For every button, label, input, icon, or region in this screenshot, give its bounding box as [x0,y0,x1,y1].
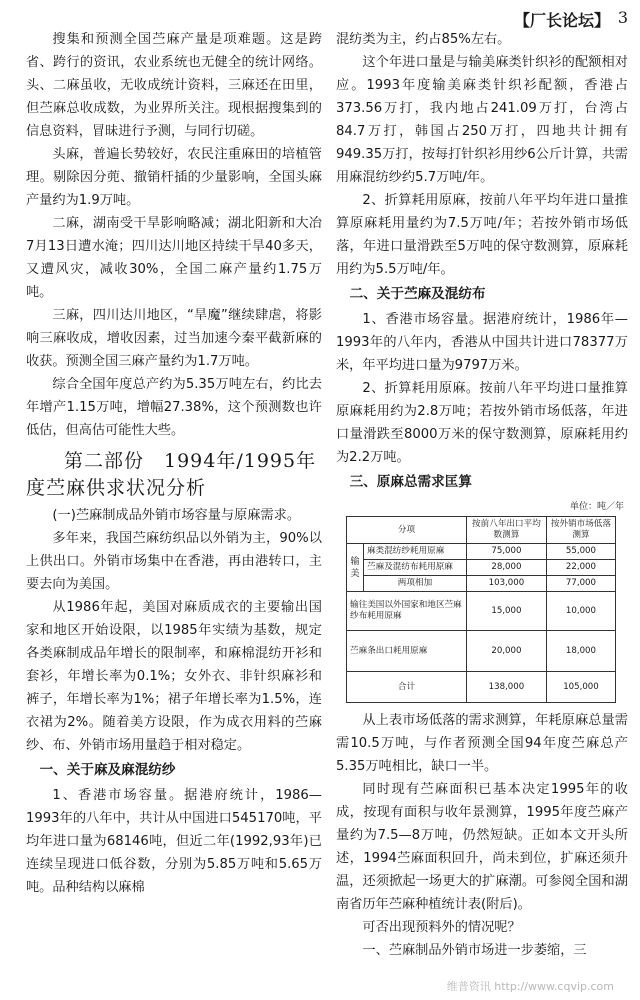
right-column [336,28,628,962]
table-cell: 合计 [347,672,467,703]
table-group-cell: 输美 [347,544,364,592]
paragraph: 这个年进口量是与输美麻类针织衫的配额相对应。1993年度输美麻类针织衫配额，香港占373.56万打，我内地占241.09万打，台湾占84.7万打，韩国占250万打，四地共计拥有949.35万打，按每打针织衫用纱6公斤计算，共需用麻混纺纱约5.7万吨/年。 [336,55,628,185]
paragraph: 从上表市场低落的需求测算，年耗原麻总量需需10.5万吨，与作者预测全国94年度苎麻总产5.35万吨相比，缺口一半。 [336,713,628,774]
table-cell: 苎麻及混纺布耗用原麻 [364,560,467,576]
part-title-line: 度苎麻供求状况分析 [26,477,207,499]
demand-table [346,516,616,703]
page-number: 3 [617,8,628,27]
column-tag: 【厂长论坛】 [513,11,610,30]
table-cell: 75,000 [466,544,546,560]
paragraph: 一、苎麻制品外销市场进一步萎缩，三 [362,943,587,958]
table-cell: 28,000 [466,560,546,576]
table-cell: 138,000 [466,672,546,703]
paragraph: 三麻，四川达川地区，“旱魔”继续肆虐，将影响三麻收成，增收因素，过当加速今秦平截新麻的收获。预测全国三麻产量约为1.7万吨。 [26,308,322,369]
table-header-cell: 按外销市场低落测算 [546,517,615,544]
part-title [26,448,322,502]
subsection-heading: (一)苎麻制成品外销市场容量与原麻需求。 [52,508,301,523]
table-cell: 苎麻条出口耗用原麻 [347,631,467,672]
paragraph: 综合全国年度总产约为5.35万吨左右，约比去年增产1.15万吨，增幅27.38%，这个预测数也许低估，但高估可能性大些。 [26,377,322,438]
section-heading: 二、关于苎麻及混纺布 [349,286,486,302]
paragraph: 2、折算耗用原麻，按前八年平均年进口量推算原麻耗用量约为7.5万吨/年；若按外销市场低落，年进口量滑跌至5万吨的保守数测算，原麻耗用约为5.5万吨/年。 [336,193,628,277]
table-header-cell: 按前八年出口平均数测算 [466,517,546,544]
part-title-line: 第二部份 1994年/1995年 [64,450,317,472]
left-column [26,28,322,899]
table-cell: 55,000 [546,544,615,560]
table-row [347,631,616,672]
table-unit: 单位：吨／年 [569,502,624,512]
table-row [347,672,616,703]
table-row [347,592,616,631]
table-cell: 77,000 [546,576,615,592]
table-cell: 麻类混纺纱耗用原麻 [364,544,467,560]
table-cell: 输往美国以外国家和地区苎麻纱布耗用原麻 [347,592,467,631]
paragraph: 二麻，湖南受干旱影响略减；湖北阳新和大冶7月13日遭水淹；四川达川地区持续干旱40多天，又遭风灾，减收30%，全国二麻产量约1.75万吨。 [26,216,322,300]
table-cell: 两项相加 [364,576,467,592]
watermark: 维普资讯 http://www.cqvip.com [446,980,614,993]
table-header-cell: 分项 [347,517,467,544]
paragraph: 从1986年起，美国对麻质成衣的主要输出国家和地区开始设限，以1985年实绩为基数，规定各类麻制成品年增长的限制率，和麻棉混纺开衫和套衫，年增长率为0.1%；女外衣、非针织麻衫和裤子，年增长率为1%；裙子年增长率为1.5%，连衣裙为2%。随着美方设限，作为成衣用料的苎麻纱、布、外销市场用量趋于相对稳定。 [26,600,322,753]
table-cell: 20,000 [466,631,546,672]
section-heading: 三、原麻总需求匡算 [349,474,472,490]
paragraph: 2、折算耗用原麻。按前八年平均进口量推算原麻耗用约为2.8万吨；若按外销市场低落，年进口量滑跌至8000万米的保守数测算，原麻耗用约为2.2万吨。 [336,381,628,465]
table-cell: 10,000 [546,592,615,631]
table-cell: 15,000 [466,592,546,631]
table-row [347,544,616,560]
table-cell: 105,000 [546,672,615,703]
paragraph: 同时现有苎麻面积已基本决定1995年的收成，按现有面积与收年景测算，1995年度苎麻产量约为7.5—8万吨，仍然短缺。正如本文开头所述，1994苎麻面积回升，尚未到位，扩麻还须升温，还须掀起一场更大的扩麻潮。可参阅全国和湖南省历年苎麻种植统计表(附后)。 [336,782,628,912]
paragraph: 搜集和预测全国苎麻产量是项难题。这是跨省、跨行的资讯，农业系统也无健全的统计网络。头、二麻虽收，无收成统计资料，三麻还在田里，但苎麻总收成数，为业界所关注。现根据搜集到的信息资料，冒昧进行予测，与同行切磋。 [26,32,322,139]
table-cell: 18,000 [546,631,615,672]
table-row [347,576,616,592]
table-cell: 103,000 [466,576,546,592]
paragraph: 1、香港市场容量。据港府统计，1986年—1993年的八年内，香港从中国共计进口78377万米，年平均进口量为9797万米。 [336,312,628,373]
paragraph: 1、香港市场容量。据港府统计，1986—1993年的八年中，共计从中国进口545170吨，平均年进口量为68146吨，但近二年(1992,93年)已连续呈现进口低谷数，分别为5.85万吨和5.65万吨。品种结构以麻棉 [26,788,322,895]
paragraph: 多年来，我国苎麻纺织品以外销为主，90%以上供出口。外销市场集中在香港，再由港转口，主要去向为美国。 [26,531,322,592]
table-row [347,560,616,576]
section-heading: 一、关于麻及麻混纺纱 [39,762,176,778]
paragraph: 可否出现预料外的情况呢？ [362,920,521,935]
table-header-row [347,517,616,544]
paragraph: 头麻，普遍长势较好，农民注重麻田的培植管理。剔除因分蔸、撤销杆插的少量影响，全国头麻产量约为1.9万吨。 [26,147,322,208]
table-cell: 22,000 [546,560,615,576]
paragraph: 混纺类为主，约占85%左右。 [336,32,511,47]
